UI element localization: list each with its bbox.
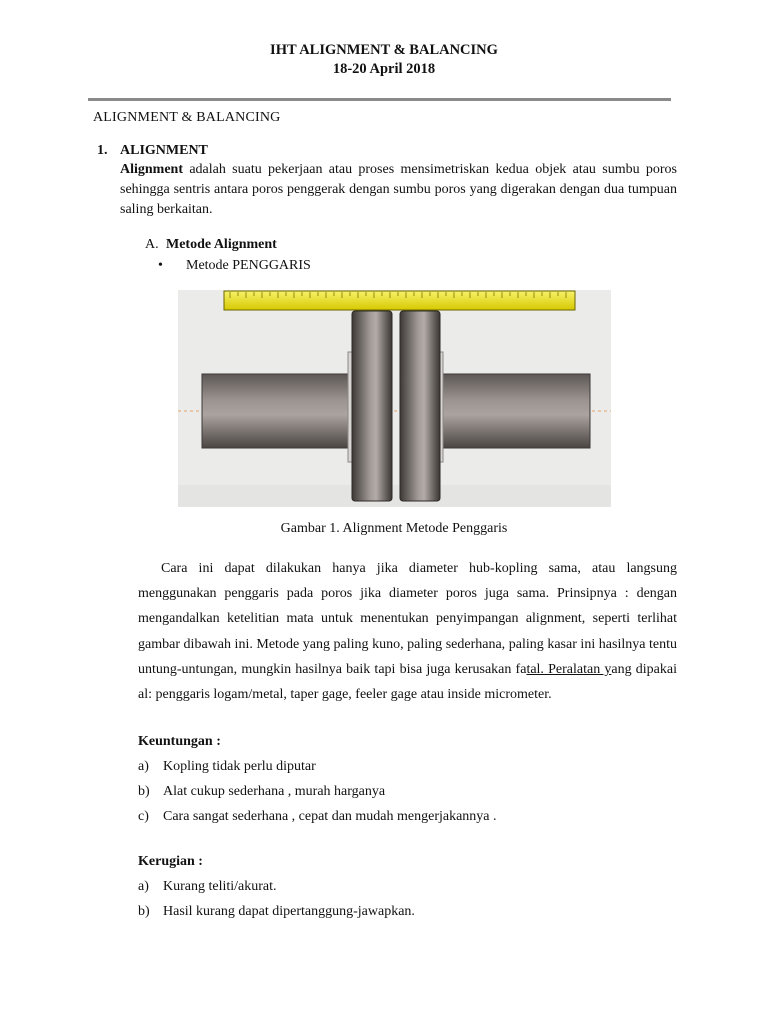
alignment-figure: [178, 290, 611, 507]
bullet-icon: •: [158, 258, 163, 273]
advantage-item: Kopling tidak perlu diputar: [163, 759, 316, 774]
disadvantage-item: Hasil kurang dapat dipertanggung-jawapkan.: [163, 904, 415, 919]
left-coupling-hub: [352, 311, 392, 501]
page-heading: ALIGNMENT & BALANCING: [93, 110, 281, 125]
advantage-letter: a): [138, 759, 149, 774]
disadvantage-item: Kurang teliti/akurat.: [163, 879, 277, 894]
disadvantages-label: Kerugian :: [138, 854, 203, 869]
document-header-date: 18-20 April 2018: [332, 61, 436, 77]
disadvantage-letter: a): [138, 879, 149, 894]
description-part1: Cara ini dapat dilakukan hanya jika diameter hub-kopling sama, atau langsung menggunakan penggaris pada poros jika diameter poros juga sama. Prinsipnya : dengan mengandalkan ketelitian mata untuk menentukan penyimpangan alignment, seperti terlihat gambar dibawah ini. Metode yang paling kuno, paling sederhana, paling kasar ini hasilnya tentu untung-untungan, mungkin hasilnya baik tapi bisa juga kerusakan fa: [138, 561, 677, 677]
alignment-term: Alignment: [120, 162, 183, 177]
section-title: ALIGNMENT: [120, 143, 208, 158]
figure-floor: [178, 485, 611, 507]
disadvantage-letter: b): [138, 904, 150, 919]
subsection-title: Metode Alignment: [166, 237, 277, 252]
definition-part1: adala: [183, 162, 219, 177]
header-divider: [88, 98, 671, 101]
document-header-title: IHT ALIGNMENT & BALANCING: [270, 42, 498, 58]
bullet-text: Metode PENGGARIS: [186, 258, 311, 273]
section-number: 1.: [97, 143, 108, 158]
figure-caption: Gambar 1. Alignment Metode Penggaris: [280, 521, 508, 536]
advantage-letter: c): [138, 809, 149, 824]
advantage-letter: b): [138, 784, 150, 799]
description-part2: ang dipakai al: penggaris logam/metal, taper gage, feeler gage atau inside micrometer.: [138, 661, 677, 703]
advantages-label: Keuntungan :: [138, 734, 221, 749]
right-shaft: [440, 374, 590, 448]
definition-part2: h suatu pekerjaan atau proses mensimetriskan kedua objek atau sumbu poros sehingga sentris antara poros penggerak dengan sumbu poros yang digerakan dengan dua tumpuan saling berkaitan.: [120, 162, 678, 217]
advantage-item: Cara sangat sederhana , cepat dan mudah mengerjakannya .: [163, 809, 497, 824]
underlined-fragment: tal. Peralatan y: [526, 661, 612, 677]
left-shaft: [202, 374, 352, 448]
advantage-item: Alat cukup sederhana , murah harganya: [163, 784, 386, 799]
subsection-letter: A.: [145, 237, 159, 252]
method-description: [138, 556, 677, 707]
alignment-definition: [120, 160, 677, 220]
ruler-straightedge: [224, 291, 575, 310]
right-coupling-hub: [400, 311, 440, 501]
